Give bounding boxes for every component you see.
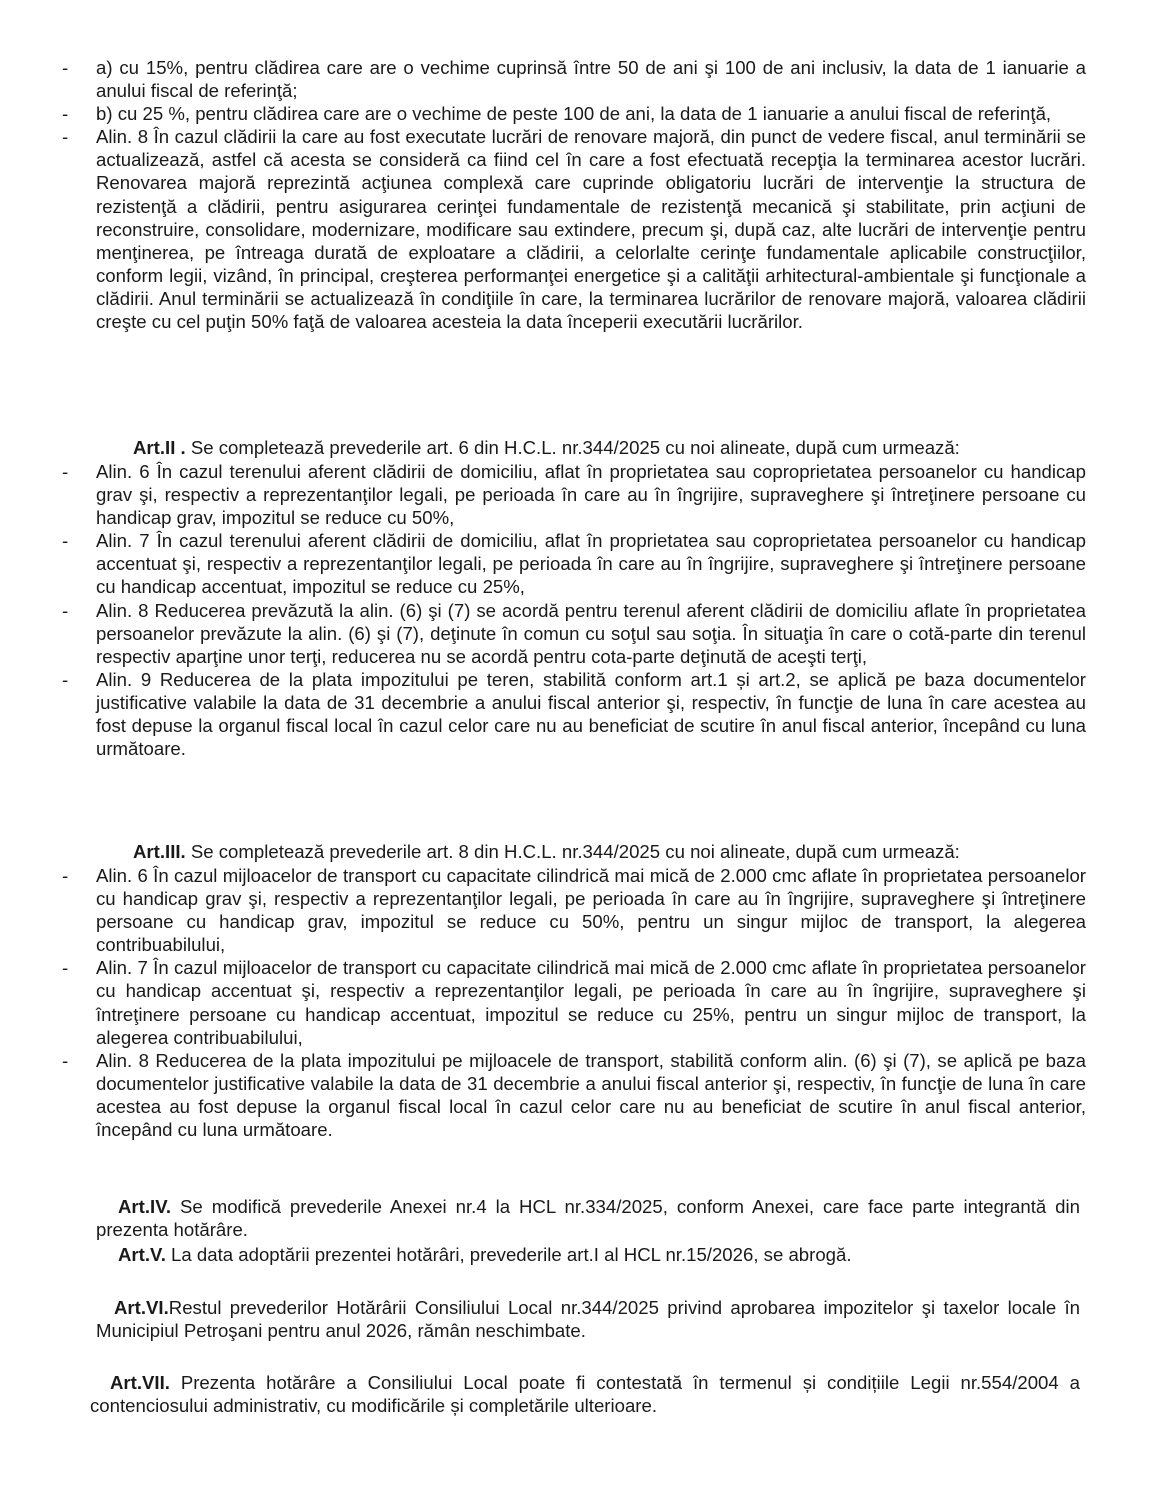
bullet-dash: - — [62, 126, 69, 148]
list-item — [62, 864, 1086, 956]
article-6 — [96, 1296, 1080, 1342]
section-1-list — [62, 56, 1086, 333]
list-item-text: Alin. 9 Reducerea de la plata impozitului pe teren, stabilită conform art.1 și art.2, se aplică pe baza documentelor justificative valabile la data de 31 decembrie a anului fiscal anterior şi, respectiv, în funcţie de luna în care acestea au fost depuse la organul fiscal local în cazul celor care nu au beneficiat de scutire în anul fiscal anterior, începând cu luna următoare. — [96, 668, 1086, 760]
bullet-dash: - — [62, 530, 69, 552]
list-item — [62, 956, 1086, 1048]
article-2-list — [62, 460, 1086, 760]
article-label: Art.II . — [133, 437, 186, 458]
article-2-heading — [133, 436, 1093, 459]
list-item-text: b) cu 25 %, pentru clădirea care are o vechime de peste 100 de ani, la data de 1 ianuarie a anului fiscal de referinţă, — [96, 103, 1052, 125]
list-item-text: Alin. 6 În cazul terenului aferent clădirii de domiciliu, aflat în proprietatea sau coproprietatea persoanelor cu handicap grav şi, respectiv a reprezentanţilor legali, pe perioada în care au în îngrijire, supraveghere şi întreţinere persoane cu handicap grav, impozitul se reduce cu 50%, — [96, 461, 1086, 529]
list-item-text: Alin. 7 În cazul terenului aferent clădirii de domiciliu, aflat în proprietatea sau coproprietatea persoanelor cu handicap accentuat şi, respectiv a reprezentanţilor legali, pe perioada în care au în îngrijire, supraveghere şi întreţinere persoane cu handicap accentuat, impozitul se reduce cu 25%, — [96, 530, 1086, 598]
list-item — [62, 125, 1086, 333]
article-3-heading — [133, 840, 1093, 863]
article-text: Se completează prevederile art. 8 din H.C.L. nr.344/2025 cu noi alineate, după cum urmează: — [185, 841, 960, 862]
article-label: Art.VII. — [110, 1372, 170, 1393]
list-item — [62, 599, 1086, 668]
article-3-list — [62, 864, 1086, 1141]
article-label: Art.IV. — [118, 1196, 172, 1217]
article-text: Prezenta hotărâre a Consiliului Local poate fi contestată în termenul și condițiile Legii nr.554/2004 a contenciosului administrativ, cu modificările și completările ulterioare. — [90, 1372, 1080, 1417]
list-item — [62, 668, 1086, 760]
list-item-text: Alin. 8 Reducerea de la plata impozitului pe mijloacele de transport, stabilită conform alin. (6) şi (7), se aplică pe baza documentelor justificative valabile la data de 31 decembrie a anului fiscal anterior şi, respectiv, în funcţie de luna în care acestea au fost depuse la organul fiscal local în cazul celor care nu au beneficiat de scutire în anul fiscal anterior, începând cu luna următoare. — [96, 1049, 1086, 1141]
list-item — [62, 529, 1086, 598]
article-text: Se modifică prevederile Anexei nr.4 la HCL nr.334/2025, conform Anexei, care face parte integrantă din prezenta hotărâre. — [96, 1196, 1080, 1241]
bullet-dash: - — [62, 461, 69, 482]
bullet-dash: - — [62, 957, 69, 979]
list-item-text: a) cu 15%, pentru clădirea care are o vechime cuprinsă între 50 de ani şi 100 de ani inclusiv, la data de 1 ianuarie a anului fiscal de referinţă; — [96, 57, 1086, 102]
article-text: Restul prevederilor Hotărârii Consiliului Local nr.344/2025 privind aprobarea impozitelor şi taxelor locale în Municipiul Petroşani pentru anul 2026, rămân neschimbate. — [96, 1297, 1080, 1342]
bullet-dash: - — [62, 1049, 69, 1071]
article-label: Art.VI. — [114, 1297, 169, 1318]
list-item-text: Alin. 7 În cazul mijloacelor de transport cu capacitate cilindrică mai mică de 2.000 cmc aflate în proprietatea persoanelor cu handicap accentuat şi, respectiv a reprezentanţilor legali, pe perioada în care au în îngrijire, supraveghere şi întreţinere persoane cu handicap accentuat, impozitul se reduce cu 25%, pentru un singur mijloc de transport, la alegerea contribuabilului, — [96, 957, 1086, 1048]
bullet-dash: - — [62, 103, 69, 125]
list-item — [62, 460, 1086, 529]
list-item-text: Alin. 8 În cazul clădirii la care au fost executate lucrări de renovare majoră, din punct de vedere fiscal, anul terminării se actualizează, astfel că acesta se consideră ca fiind cel în care a fost efectuată recepţia la terminarea acestor lucrări. Renovarea majoră reprezintă acţiunea complexă care cuprinde obligatoriu lucrări de intervenţie la structura de rezistenţă a clădirii, pentru asigurarea cerinţei fundamentale de rezistenţă mecanică şi stabilitate, prin acţiuni de reconstruire, consolidare, modernizare, modificare sau extindere, precum şi, după caz, alte lucrări de intervenţie pentru menţinerea, pe întreaga durată de exploatare a clădirii, a celorlalte cerinţe fundamentale aplicabile construcţiilor, conform legii, vizând, în principal, creşterea performanţei energetice şi a calităţii arhitectural-ambientale şi funcţionale a clădirii. Anul terminării se actualizează în condiţiile în care, la terminarea lucrărilor de renovare majoră, valoarea clădirii creşte cu cel puţin 50% faţă de valoarea acesteia la data începerii executării lucrărilor. — [96, 126, 1086, 333]
article-text: La data adoptării prezentei hotărâri, prevederile art.I al HCL nr.15/2026, se abrogă. — [165, 1244, 852, 1265]
article-7 — [90, 1371, 1080, 1417]
bullet-dash: - — [62, 668, 69, 690]
list-item-text: Alin. 8 Reducerea prevăzută la alin. (6) şi (7) se acordă pentru terenul aferent clădirii de domiciliu aflate în proprietatea persoanelor prevăzute la alin. (6) şi (7), deţinute în comun cu soţul sau soţia. În situaţia în care o cotă-parte din terenul respectiv aparţine unor terţi, reducerea nu se acordă pentru cota-parte deţinută de aceşti terţi, — [96, 599, 1086, 667]
article-text: Se completează prevederile art. 6 din H.C.L. nr.344/2025 cu noi alineate, după cum urmează: — [185, 437, 960, 458]
list-item — [62, 102, 1086, 125]
bullet-dash: - — [62, 865, 69, 886]
list-item — [62, 1049, 1086, 1141]
bullet-dash: - — [62, 57, 69, 78]
article-4 — [96, 1195, 1080, 1241]
article-label: Art.III. — [133, 841, 186, 862]
article-5 — [118, 1243, 1080, 1266]
list-item-text: Alin. 6 În cazul mijloacelor de transport cu capacitate cilindrică mai mică de 2.000 cmc aflate în proprietatea persoanelor cu handicap grav şi, respectiv a reprezentanţilor legali, pe perioada în care au în îngrijire, supraveghere şi întreţinere persoane cu handicap grav, impozitul se reduce cu 50%, pentru un singur mijloc de transport, la alegerea contribuabilului, — [96, 865, 1086, 956]
list-item — [62, 56, 1086, 102]
article-label: Art.V. — [118, 1244, 166, 1265]
bullet-dash: - — [62, 599, 69, 621]
